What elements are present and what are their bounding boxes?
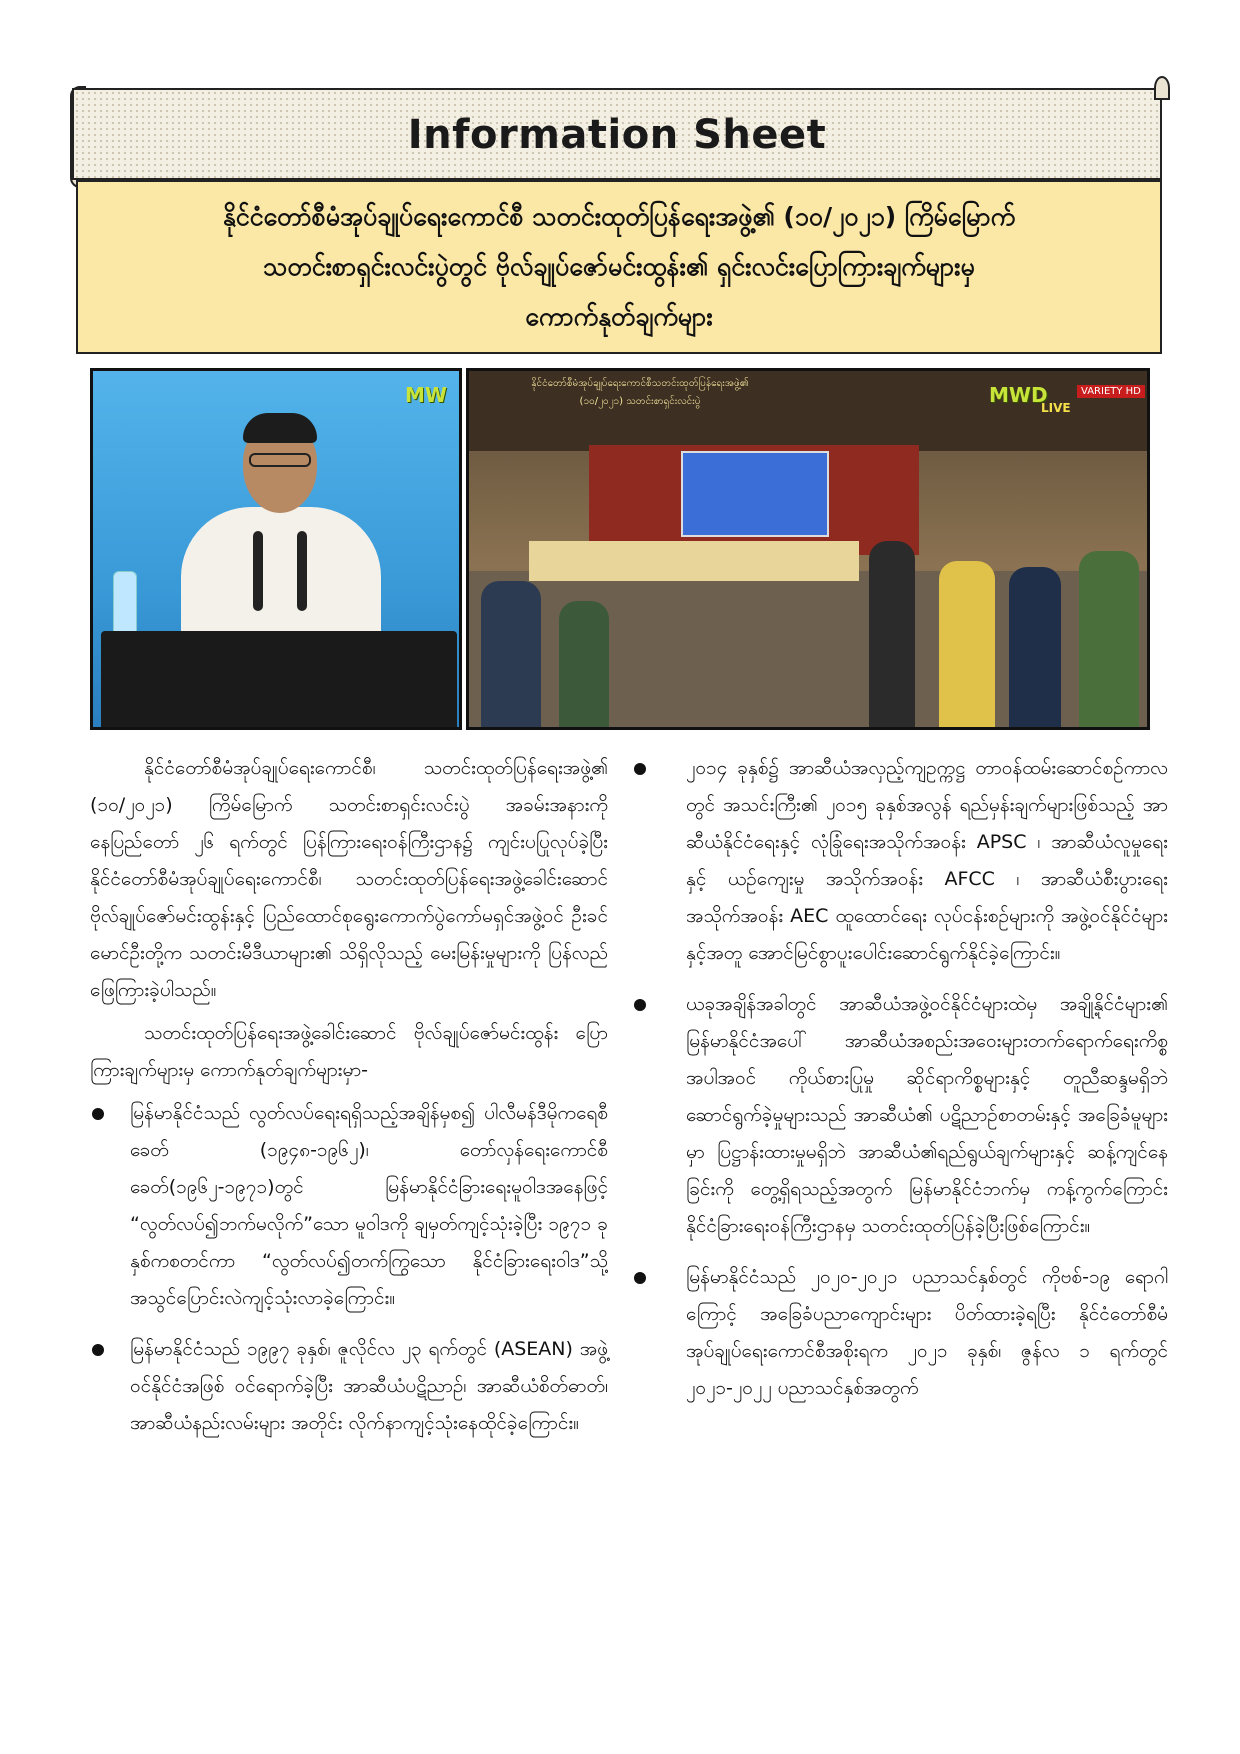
camera-operator xyxy=(939,561,995,730)
channel-logo: MW xyxy=(405,383,447,407)
bullet-text: မြန်မာနိုင်ငံသည် ၁၉၉၇ ခုနှစ်၊ ဇူလိုင်လ ၂၃ ရက်တွင် (ASEAN) အဖွဲ့ဝင်နိုင်ငံအဖြစ် ဝင်ရောက်ခဲ့ပြီး အာဆီယံပဋိညာဉ်၊ အာဆီယံစိတ်ဓာတ်၊ အာဆီယံနည်းလမ်းများ အတိုင်း လိုက်နာကျင့်သုံးနေထိုင်ခဲ့ကြောင်း။ xyxy=(130,1338,608,1434)
bullet-text: ၂၀၁၄ ခုနှစ်၌ အာဆီယံအလှည့်ကျဥက္ကဋ္ဌ တာဝန်ထမ်းဆောင်စဉ်ကာလတွင် အသင်းကြီး၏ ၂၀၁၅ ခုနှစ်အလွန် ရည်မှန်းချက်များဖြစ်သည့် အာဆီယံနိုင်ငံရေးနှင့် လုံခြုံရေးအသိုက်အဝန်း APSC ၊ အာဆီယံလူမှုရေးနှင့် ယဉ်ကျေးမှု အသိုက်အဝန်း AFCC ၊ အာဆီယံစီးပွားရေးအသိုက်အဝန်း AEC ထူထောင်ရေး လုပ်ငန်းစဉ်များကို အဖွဲ့ဝင်နိုင်ငံများနှင့်အတူ အောင်မြင်စွာပူးပေါင်းဆောင်ရွက်နိုင်ခဲ့ကြောင်း။ xyxy=(686,757,1168,964)
speaker-glasses xyxy=(249,453,311,467)
live-indicator: LIVE xyxy=(1041,401,1071,415)
headline-line-1: နိုင်ငံတော်စီမံအုပ်ချုပ်ရေးကောင်စီ သတင်းထုတ်ပြန်ရေးအဖွဲ့၏ (၁၀/၂၀၂၁) ကြိမ်မြောက် xyxy=(222,202,1016,231)
attendee xyxy=(559,601,609,730)
right-column xyxy=(640,750,1168,1421)
bullet-icon xyxy=(634,763,646,775)
scroll-right-curl xyxy=(1154,76,1170,100)
lead-paragraph: သတင်းထုတ်ပြန်ရေးအဖွဲ့ခေါင်းဆောင် ဗိုလ်ချုပ်ဇော်မင်းထွန်း ပြောကြားချက်များမှ ကောက်နုတ်ချက်များမှာ- xyxy=(90,1022,608,1081)
camera-operator xyxy=(869,541,915,730)
attendee xyxy=(481,581,541,730)
bullet-text: မြန်မာနိုင်ငံသည် ၂၀၂၀-၂၀၂၁ ပညာသင်နှစ်တွင် ကိုဗစ်-၁၉ ရောဂါကြောင့် အခြေခံပညာကျောင်းများ ပိတ်ထားခဲ့ရပြီး နိုင်ငံတော်စီမံအုပ်ချုပ်ရေးကောင်စီအစိုးရက ၂၀၂၁ ခုနှစ်၊ ဇွန်လ ၁ ရက်တွင် ၂၀၂၁-၂၀၂၂ ပညာသင်နှစ်အတွက် xyxy=(686,1266,1168,1399)
headline-line-3: ကောက်နုတ်ချက်များ xyxy=(525,302,713,331)
bullet-icon xyxy=(634,999,646,1011)
bullet-icon xyxy=(92,1344,104,1356)
bullet-item xyxy=(640,750,1168,972)
bullet-text: ယခုအချိန်အခါတွင် အာဆီယံအဖွဲ့ဝင်နိုင်ငံများထဲမှ အချို့နိုင်ငံများ၏ မြန်မာနိုင်ငံအပေါ် အာဆီယံအစည်းအဝေးများတက်ရောက်ရေးကိစ္စအပါအဝင် ကိုယ်စားပြုမှု ဆိုင်ရာကိစ္စများနှင့် တူညီဆန္ဒမရှိဘဲ ဆောင်ရွက်ခဲ့မှုများသည် အာဆီယံ၏ ပဋိညာဉ်စာတမ်းနှင့် အခြေခံမူများမှာ ပြဋ္ဌာန်းထားမှုမရှိဘဲ အာဆီယံ၏ရည်ရွယ်ချက်များနှင့် ဆန့်ကျင်နေခြင်းကို တွေ့ရှိရသည့်အတွက် မြန်မာနိုင်ငံဘက်မှ ကန့်ကွက်ကြောင်း နိုင်ငံခြားရေးဝန်ကြီးဌာနမှ သတင်းထုတ်ပြန်ခဲ့ပြီးဖြစ်ကြောင်း။ xyxy=(686,993,1168,1237)
video-caption-line-2: (၁၀/၂၀၂၁) သတင်းစာရှင်းလင်းပွဲ xyxy=(579,396,701,407)
channel-logo: MWD xyxy=(989,383,1048,407)
bullet-text: မြန်မာနိုင်ငံသည် လွတ်လပ်ရေးရရှိသည့်အချိန်မှစ၍ ပါလီမန်ဒီမိုကရေစီခေတ် (၁၉၄၈-၁၉၆၂)၊ တော်လှန်ရေးကောင်စီခေတ်(၁၉၆၂-၁၉၇၁)တွင် မြန်မာနိုင်ငံခြားရေးမူဝါဒအနေဖြင့် “လွတ်လပ်၍ဘက်မလိုက်”သော မူဝါဒကို ချမှတ်ကျင့်သုံးခဲ့ပြီး ၁၉၇၁ ခုနှစ်ကစတင်ကာ “လွတ်လပ်၍တက်ကြွသော နိုင်ငံခြားရေးဝါဒ”သို့ အသွင်ပြောင်းလဲကျင့်သုံးလာခဲ့ကြောင်း။ xyxy=(130,1102,608,1309)
bullet-item xyxy=(640,986,1168,1245)
video-caption-line-1: နိုင်ငံတော်စီမံအုပ်ချုပ်ရေးကောင်စီသတင်းထုတ်ပြန်ရေးအဖွဲ့၏ xyxy=(531,378,749,389)
stage-table xyxy=(529,541,859,581)
projection-screen xyxy=(681,451,829,537)
bullet-item xyxy=(90,1331,608,1442)
speaker-hair xyxy=(243,413,317,443)
page-title: Information Sheet xyxy=(407,112,827,158)
podium xyxy=(101,631,457,730)
attendee xyxy=(1079,551,1139,730)
video-caption xyxy=(475,375,805,411)
bullet-icon xyxy=(92,1108,104,1120)
speaker-photo xyxy=(90,368,462,730)
channel-badge: VARIETY HD xyxy=(1077,385,1145,398)
title-banner xyxy=(72,88,1162,180)
conference-hall-photo xyxy=(466,368,1150,730)
microphone-icon xyxy=(297,531,307,611)
left-column xyxy=(90,750,608,1456)
microphone-icon xyxy=(253,531,263,611)
bullet-item xyxy=(640,1259,1168,1407)
camera-operator xyxy=(1009,567,1061,730)
bullet-item xyxy=(90,1095,608,1317)
headline-box xyxy=(76,180,1162,354)
intro-paragraph: နိုင်ငံတော်စီမံအုပ်ချုပ်ရေးကောင်စီ၊ သတင်းထုတ်ပြန်ရေးအဖွဲ့၏ (၁၀/၂၀၂၁) ကြိမ်မြောက် သတင်းစာရှင်းလင်းပွဲ အခမ်းအနားကို နေပြည်တော် ၂၆ ရက်တွင် ပြန်ကြားရေးဝန်ကြီးဌာန၌ ကျင်းပပြုလုပ်ခဲ့ပြီး နိုင်ငံတော်စီမံအုပ်ချုပ်ရေးကောင်စီ၊ သတင်းထုတ်ပြန်ရေးအဖွဲ့ခေါင်းဆောင် ဗိုလ်ချုပ်ဇော်မင်းထွန်းနှင့် ပြည်ထောင်စုရွေးကောက်ပွဲကော်မရှင်အဖွဲ့ဝင် ဦးခင်မောင်ဦးတို့က သတင်းမီဒီယာများ၏ သိရှိလိုသည့် မေးမြန်းမှုများကို ပြန်လည်ဖြေကြားခဲ့ပါသည်။ xyxy=(90,757,608,1001)
headline-line-2: သတင်းစာရှင်းလင်းပွဲတွင် ဗိုလ်ချုပ်ဇော်မင်းထွန်း၏ ရှင်းလင်းပြောကြားချက်များမှ xyxy=(263,252,975,281)
water-bottle xyxy=(113,571,137,635)
bullet-icon xyxy=(634,1272,646,1284)
